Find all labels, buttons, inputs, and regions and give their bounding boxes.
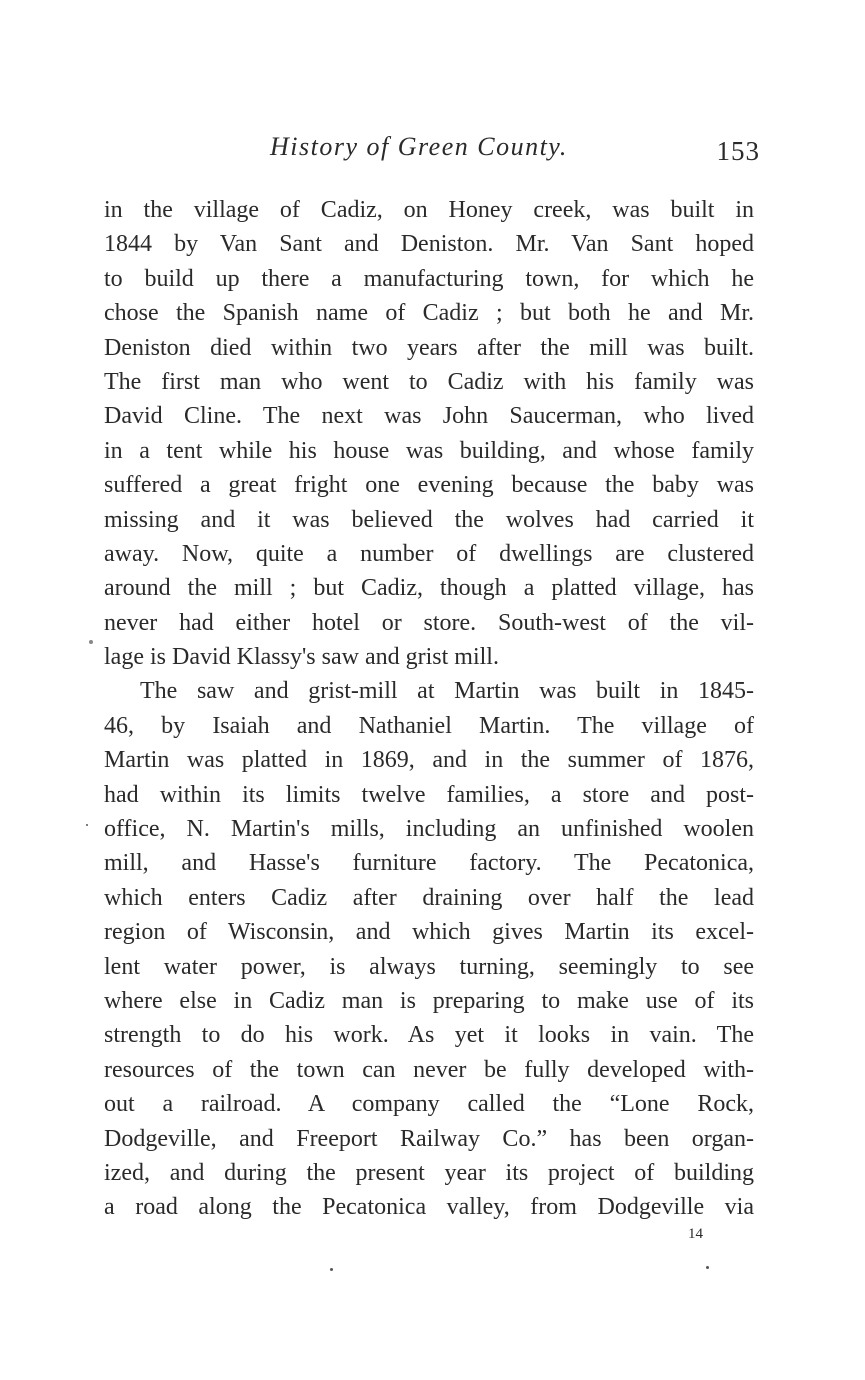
- text-line: Martin was platted in 1869, and in the summer of 1876,: [104, 747, 754, 774]
- text-line: office, N. Martin's mills, including an unfinished woolen: [104, 816, 754, 843]
- text-line: missing and it was believed the wolves had carried it: [104, 506, 754, 533]
- text-line: in the village of Cadiz, on Honey creek, was built in: [104, 197, 754, 223]
- text-line: Deniston died within two years after the mill was built.: [104, 334, 754, 361]
- text-line: in a tent while his house was building, and whose family: [104, 437, 754, 464]
- text-line: lage is David Klassy's saw and grist mill.: [104, 644, 499, 671]
- text-line: The first man who went to Cadiz with his family was: [104, 368, 754, 395]
- paragraph-2: [104, 674, 754, 1224]
- paragraph-1: [104, 193, 754, 674]
- text-line: to build up there a manufacturing town, for which he: [104, 265, 754, 292]
- body-text: [104, 193, 754, 1225]
- text-line: mill, and Hasse's furniture factory. The Pecatonica,: [104, 850, 754, 877]
- paper-speck: [330, 1268, 333, 1271]
- text-line: 1844 by Van Sant and Deniston. Mr. Van Sant hoped: [104, 231, 754, 258]
- paper-speck: [89, 640, 93, 644]
- text-line: strength to do his work. As yet it looks in vain. The: [104, 1022, 754, 1049]
- text-line: ized, and during the present year its project of building: [104, 1159, 754, 1186]
- text-line: away. Now, quite a number of dwellings are clustered: [104, 540, 754, 567]
- text-line: suffered a great fright one evening because the baby was: [104, 472, 754, 499]
- page-header: [100, 132, 760, 172]
- paper-speck: [86, 824, 88, 826]
- text-line: chose the Spanish name of Cadiz ; but both he and Mr.: [104, 300, 754, 327]
- text-line: Dodgeville, and Freeport Railway Co.” has been organ-: [104, 1125, 754, 1152]
- text-line: where else in Cadiz man is preparing to make use of its: [104, 987, 754, 1014]
- text-line: around the mill ; but Cadiz, though a platted village, has: [104, 575, 754, 602]
- text-line: had within its limits twelve families, a store and post-: [104, 781, 754, 808]
- page-number: 153: [716, 136, 760, 166]
- text-line: never had either hotel or store. South-west of the vil-: [104, 609, 754, 636]
- signature-mark: 14: [688, 1226, 703, 1242]
- text-line: resources of the town can never be fully developed with-: [104, 1056, 754, 1083]
- text-line: region of Wisconsin, and which gives Martin its excel-: [104, 919, 754, 946]
- text-line: lent water power, is always turning, seemingly to see: [104, 953, 754, 980]
- text-line: 46, by Isaiah and Nathaniel Martin. The village of: [104, 712, 754, 739]
- text-line: which enters Cadiz after draining over half the lead: [104, 884, 754, 911]
- text-line: David Cline. The next was John Saucerman, who lived: [104, 403, 754, 430]
- text-line: The saw and grist-mill at Martin was built in 1845-: [140, 678, 754, 705]
- text-line: out a railroad. A company called the “Lone Rock,: [104, 1091, 754, 1118]
- text-line: a road along the Pecatonica valley, from Dodgeville via: [104, 1194, 754, 1221]
- running-title: History of Green County.: [270, 132, 568, 161]
- paper-speck: [706, 1266, 709, 1269]
